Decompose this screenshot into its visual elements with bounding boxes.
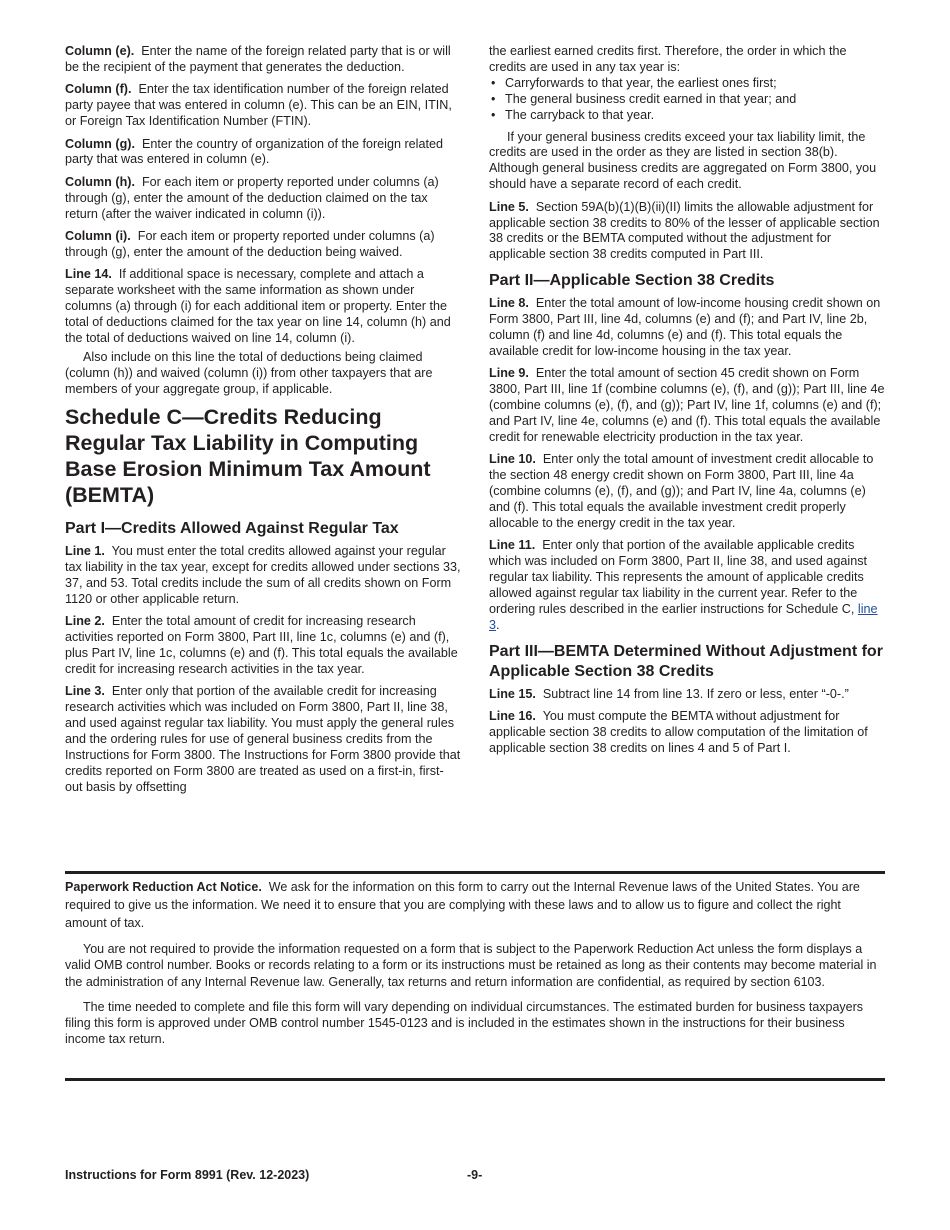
line-1-paragraph [65, 544, 461, 608]
line-2-paragraph [65, 614, 461, 678]
paragraph-text: Enter only that portion of the available credit for increasing research activities which was included on Form 3800, Part II, line 38, and used against regular tax liability. You must apply the general rules and the ordering rules for use of general business credits from the Instructions for Form 3800. The Instructions for Form 3800 provide that credits reported on Form 3800 are treated as used on a first-in, first-out basis by offsetting [65, 684, 461, 794]
column-i-paragraph [65, 229, 461, 261]
paragraph-text: Enter the tax identification number of the foreign related party payee that was entered in column (e). This can be an EIN, ITIN, or Foreign Tax Identification Number (FTIN). [65, 82, 452, 129]
paragraph-lead: Column (h). [65, 174, 135, 189]
page-number: -9- [467, 1168, 483, 1182]
line-8-paragraph [489, 296, 885, 360]
left-column [65, 44, 461, 802]
paragraph-text: Subtract line 14 from line 13. If zero or less, enter “-0-.” [542, 686, 849, 701]
paragraph-lead: Line 15. [489, 686, 536, 701]
paragraph-lead: Column (g). [65, 136, 135, 151]
line-3-continuation: the earliest earned credits first. Therefore, the order in which the credits are used in any tax year is: [489, 44, 847, 74]
paragraph-text: Section 59A(b)(1)(B)(ii)(II) limits the allowable adjustment for applicable section 38 credits to 80% of the lesser of applicable section 38 credits or the BEMTA computed without the adjustment for applicable section 38 credits computed in Part III. [489, 199, 880, 262]
line-3-link[interactable]: line 3 [489, 602, 878, 632]
line-15-paragraph [489, 687, 885, 703]
paragraph-lead: Line 2. [65, 614, 105, 629]
part-1-heading: Part I—Credits Allowed Against Regular Tax [65, 520, 399, 538]
right-column [489, 44, 885, 764]
notice-text: We ask for the information on this form to carry out the Internal Revenue laws of the United States. You are required to give us the information. We need it to ensure that you are complying with these laws and to allow us to figure and collect the right amount of tax. [65, 880, 860, 930]
paragraph-text: For each item or property reported under columns (a) through (g), enter the amount of the deduction claimed on the tax return (after the waiver indicated in column (i)). [65, 174, 439, 221]
burden-paragraph: The time needed to complete and file this form will vary depending on individual circumstances. The estimated burden for business taxpayers filing this form is approved under OMB control number 1545-0123 and is included in the estimates shown in the instructions for their business income tax return. [65, 999, 864, 1047]
line-14-paragraph [65, 267, 461, 347]
credit-order-list [489, 76, 885, 124]
line-16-paragraph [489, 709, 885, 757]
paragraph-lead: Line 8. [489, 296, 529, 311]
paragraph-text: Enter the total amount of section 45 credit shown on Form 3800, Part III, line 1f (combine columns (e), (f), and (g)); Part III, line 4e (combine columns (e), (f), and (g)); Part IV, line 1f, columns (e) and (f); and Part IV, line 4e, columns (e) and (f). This total equals the available credit for renewable electricity production in the tax year. [489, 366, 885, 445]
paragraph-text: Enter only that portion of the available applicable credits which was included on Form 3800, Part II, line 38, and used against regular tax liability. This represents the amount of applicable credits allowed against regular tax liability in the current year. Refer to the ordering rules described in the earlier instructions for Schedule C, [489, 538, 868, 617]
part-3-heading: Part III—BEMTA Determined Without Adjustment for Applicable Section 38 Credits [489, 642, 883, 680]
footer-form-title: Instructions for Form 8991 (Rev. 12-2023) [65, 1168, 310, 1182]
paragraph-text: If additional space is necessary, complete and attach a separate worksheet with the same information as shown under columns (a) through (i) for each additional item or property. Enter the total of deductions claimed for the tax year on line 14, column (h) and the total of deductions waived on line 14, column (i). [65, 267, 451, 345]
notice-paragraph [65, 878, 885, 932]
column-f-paragraph [65, 82, 461, 130]
column-g-paragraph [65, 137, 461, 169]
paragraph-lead: Column (e). [65, 44, 135, 58]
line-9-paragraph [489, 366, 885, 446]
paragraph-text: You must compute the BEMTA without adjustment for applicable section 38 credits to allow computation of the limitation of applicable section 38 credits on lines 4 and 5 of Part I. [489, 709, 868, 756]
paragraph-text-end: . [496, 618, 500, 632]
list-item: • The general business credit earned in that year; and [489, 92, 885, 108]
list-item: • The carryback to that year. [489, 108, 885, 124]
credit-limit-paragraph: If your general business credits exceed your tax liability limit, the credits are used in the order as they are listed in section 38(b). Although general business credits are aggregated on Form 3800, you should have a separate record of each credit. [489, 129, 877, 192]
paragraph-text: You must enter the total credits allowed against your regular tax liability in the tax year, except for credits allowed under sections 33, 37, and 53. Total credits include the sum of all credits shown on Form 1120 or other applicable return. [65, 544, 461, 606]
line-3-paragraph [65, 684, 461, 795]
list-item: • Carryforwards to that year, the earliest ones first; [489, 76, 885, 92]
paragraph-lead: Column (f). [65, 82, 132, 97]
schedule-c-heading: Schedule C—Credits Reducing Regular Tax Liability in Computing Base Erosion Minimum Tax Amount (BEMTA) [65, 405, 431, 508]
paragraph-text: For each item or property reported under columns (a) through (g), enter the amount of the deduction being waived. [65, 229, 435, 259]
line-5-paragraph [489, 200, 885, 264]
paragraph-text: Enter the total amount of credit for increasing research activities reported on Form 3800, Part III, line 1c, columns (e) and (f), plus Part IV, line 1c, columns (e) and (f). This total equals the available credit for increasing research activities in the tax year. [65, 614, 458, 676]
paragraph-lead: Line 10. [489, 452, 536, 467]
paragraph-lead: Line 9. [489, 366, 529, 381]
line-11-paragraph [489, 538, 885, 633]
paragraph-lead: Line 3. [65, 684, 105, 699]
paragraph-lead: Line 5. [489, 199, 529, 214]
aggregate-group-paragraph: Also include on this line the total of deductions being claimed (column (h)) and waived (column (i)) from other taxpayers that are members of your aggregate group, if applicable. [65, 349, 433, 396]
paragraph-lead: Line 11. [489, 538, 536, 553]
notice-lead: Paperwork Reduction Act Notice. [65, 880, 262, 894]
paragraph-lead: Line 16. [489, 709, 536, 724]
column-e-paragraph [65, 44, 461, 76]
paragraph-text: Enter the country of organization of the foreign related party that was entered in column (e). [65, 136, 443, 167]
notice-bottom-divider [65, 1078, 885, 1081]
paragraph-lead: Line 14. [65, 267, 112, 282]
paragraph-lead: Line 1. [65, 544, 105, 559]
paragraph-lead: Column (i). [65, 229, 131, 244]
notice-top-divider [65, 871, 885, 874]
part-2-heading: Part II—Applicable Section 38 Credits [489, 272, 775, 290]
line-10-paragraph [489, 452, 885, 532]
paragraph-text: Enter the total amount of low-income housing credit shown on Form 3800, Part III, line 4d, columns (e) and (f); and Part IV, line 2b, column (f) and line 4d, columns (e) and (f). This total equals the available credit for low-income housing in the tax year. [489, 296, 881, 358]
paragraph-text: Enter the name of the foreign related party that is or will be the recipient of the payment that generates the deduction. [65, 44, 451, 74]
omb-control-paragraph: You are not required to provide the information requested on a form that is subject to the Paperwork Reduction Act unless the form displays a valid OMB control number. Books or records relating to a form or its instructions must be retained as long as their contents may become material in the administration of any Internal Revenue law. Generally, tax returns and return information are confidential, as required by section 6103. [65, 942, 877, 989]
paragraph-text: Enter only the total amount of investment credit allocable to the section 48 energy credit shown on Form 3800, Part III, line 4a (combine columns (e), (f), and (g)); and Part IV, line 4a, columns (e) and (f). This total equals the available investment credit properly allocable to the energy credit in the tax year. [489, 452, 874, 531]
column-h-paragraph [65, 175, 461, 223]
paperwork-reduction-notice [65, 878, 885, 1057]
